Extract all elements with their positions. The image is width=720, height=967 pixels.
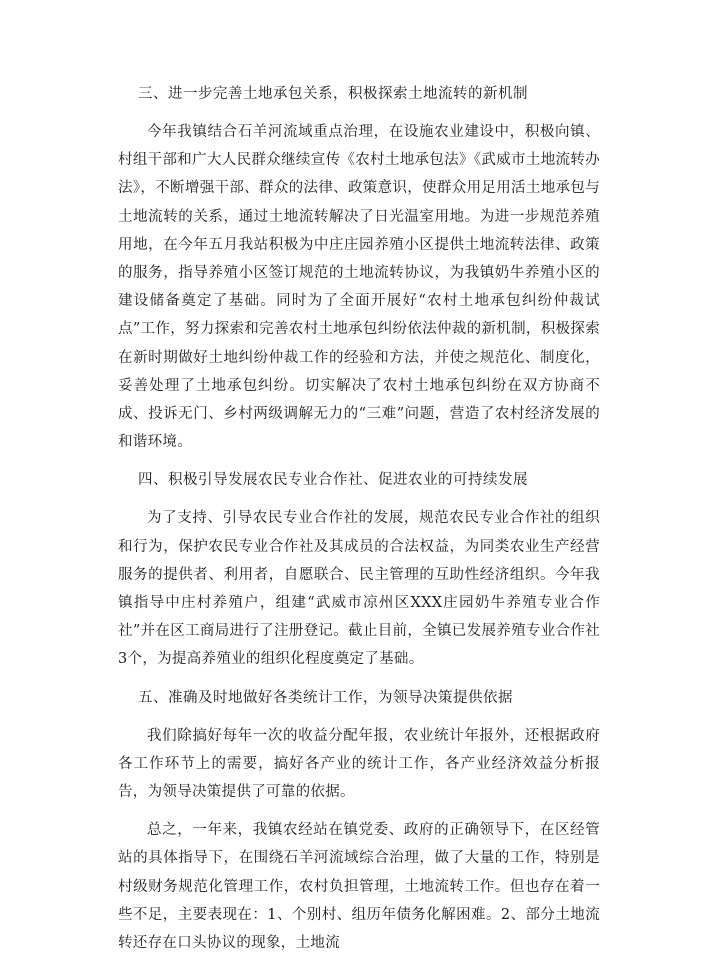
document-body bbox=[118, 80, 600, 967]
section-4-paragraph-1: 为了支持、引导农民专业合作社的发展，规范农民专业合作社的组织和行为，保护农民专业合作社及其成员的合法权益，为同类农业生产经营服务的提供者、利用者，自愿联合、民主管理的互助性经济组织。今年我镇指导中庄村养殖户，组建“武威市凉州区XXX庄园奶牛养殖专业合作社”并在区工商局进行了注册登记。截止目前，全镇已发展养殖专业合作社3个，为提高养殖业的组织化程度奠定了基础。 bbox=[118, 510, 600, 668]
summary-paragraph: 总之，一年来，我镇农经站在镇党委、政府的正确领导下，在区经管站的具体指导下，在围绕石羊河流域综合治理，做了大量的工作，特别是村级财务规范化管理工作，农村负担管理，土地流转工作。但也存在着一些不足，主要表现在：1、个别村、组历年债务化解困难。2、部分土地流转还存在口头协议的现象，土地流 bbox=[118, 822, 600, 952]
section-5-paragraph-1: 我们除搞好每年一次的收益分配年报，农业统计年报外，还根据政府各工作环节上的需要，搞好各产业的统计工作，各产业经济效益分析报告，为领导决策提供了可靠的依据。 bbox=[118, 727, 600, 801]
section-5 bbox=[118, 684, 600, 958]
section-4-heading: 四、积极引导发展农民专业合作社、促进农业的可持续发展 bbox=[138, 472, 528, 489]
section-3-heading: 三、进一步完善土地承包关系，积极探索土地流转的新机制 bbox=[138, 86, 528, 102]
section-4 bbox=[118, 466, 600, 673]
section-3-paragraph-1: 今年我镇结合石羊河流域重点治理，在设施农业建设中，积极向镇、村组干部和广大人民群众继续宣传《农村土地承包法》《武威市土地流转办法》，不断增强干部、群众的法律、政策意识，使群众用足用活土地承包与土地流转的关系，通过土地流转解决了日光温室用地。为进一步规范养殖用地，在今年五月我站积极为中庄庄园养殖小区提供土地流转法律、政策的服务，指导养殖小区签订规范的土地流转协议，为我镇奶牛养殖小区的建设储备奠定了基础。同时为了全面开展好“农村土地承包纠纷仲裁试点”工作，努力探索和完善农村土地承包纠纷依法仲裁的新机制，积极探索在新时期做好土地纠纷仲裁工作的经验和方法，并使之规范化、制度化，妥善处理了土地承包纠纷。切实解决了农村土地承包纠纷在双方协商不成、投诉无门、乡村两级调解无力的“三难”问题，营造了农村经济发展的和谐环境。 bbox=[118, 124, 600, 451]
section-5-heading: 五、准确及时地做好各类统计工作，为领导决策提供依据 bbox=[138, 689, 513, 706]
section-3 bbox=[118, 80, 600, 456]
